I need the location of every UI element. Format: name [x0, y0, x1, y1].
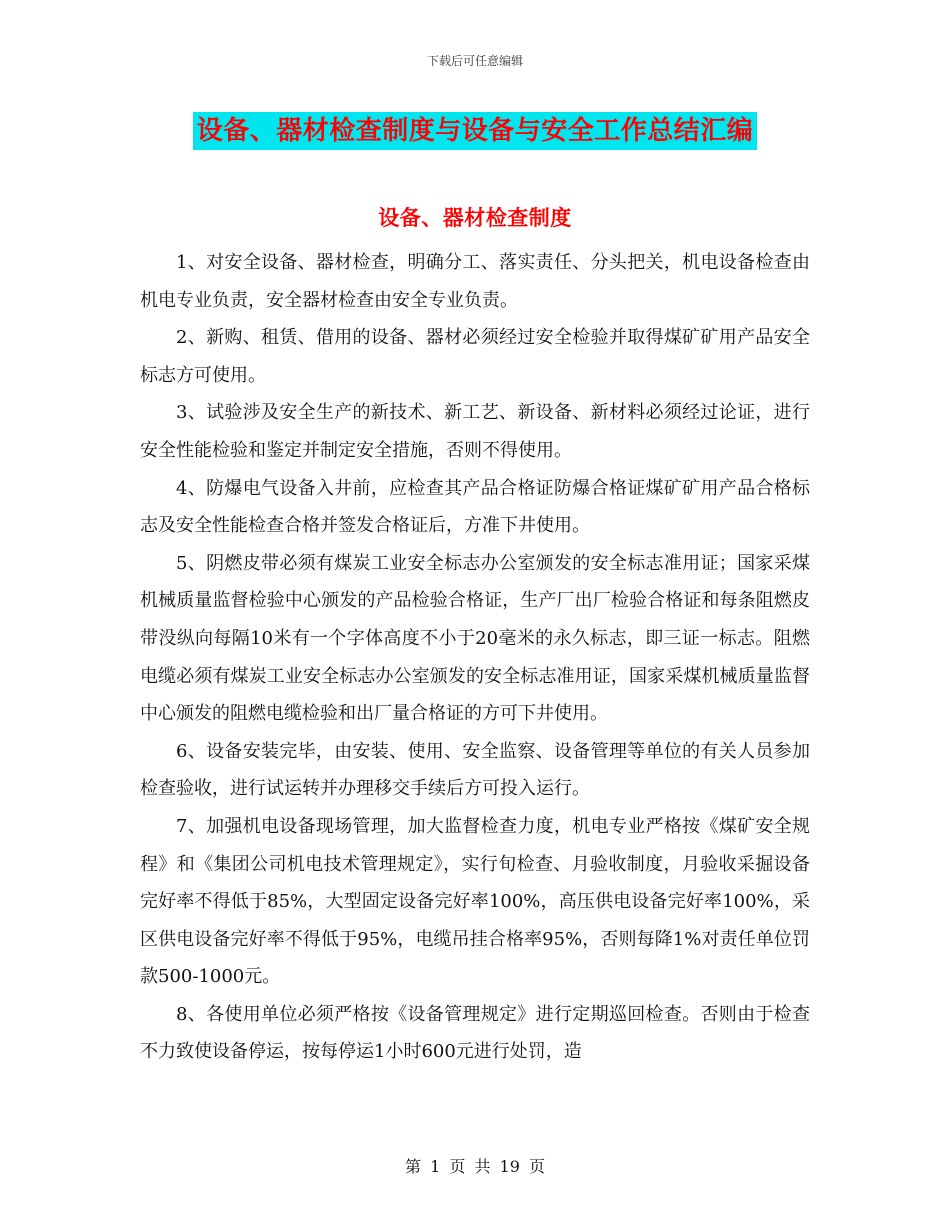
main-title: 设备、器材检查制度与设备与安全工作总结汇编 [193, 112, 758, 150]
paragraph-4: 4、防爆电气设备入井前，应检查其产品合格证防爆合格证煤矿矿用产品合格标志及安全性能检查合格并签发合格证后，方准下井使用。 [140, 477, 810, 537]
paragraph-2: 2、新购、租赁、借用的设备、器材必须经过安全检验并取得煤矿矿用产品安全标志方可使用。 [140, 327, 810, 386]
paragraph-8: 8、各使用单位必须严格按《设备管理规定》进行定期巡回检查。否则由于检查不力致使设备停运，按每停运1小时600元进行处罚，造 [140, 1003, 810, 1063]
main-title-container [0, 112, 950, 150]
header-note: 下载后可任意编辑 [426, 54, 523, 68]
paragraph-3: 3、试验涉及安全生产的新技术、新工艺、新设备、新材料必须经过论证，进行安全性能检验和鉴定并制定安全措施，否则不得使用。 [140, 402, 810, 461]
paragraph-7: 7、加强机电设备现场管理，加大监督检查力度，机电专业严格按《煤矿安全规程》和《集团公司机电技术管理规定》，实行旬检查、月验收制度，月验收采掘设备完好率不得低于85%，大型固定设备完好率100%，高压供电设备完好率100%，采区供电设备完好率不得低于95%，电缆吊挂合格率95%，否则每降1%对责任单位罚款500-1000元。 [140, 815, 810, 988]
paragraph-6: 6、设备安装完毕，由安装、使用、安全监察、设备管理等单位的有关人员参加检查验收，进行试运转并办理移交手续后方可投入运行。 [140, 740, 810, 800]
page-footer: 第 1 页 共 19 页 [405, 1157, 545, 1176]
section-title: 设备、器材检查制度 [378, 206, 572, 230]
paragraph-1: 1、对安全设备、器材检查，明确分工、落实责任、分头把关，机电设备检查由机电专业负责，安全器材检查由安全专业负责。 [140, 252, 810, 311]
body-text [140, 244, 810, 1071]
paragraph-5: 5、阴燃皮带必须有煤炭工业安全标志办公室颁发的安全标志准用证；国家采煤机械质量监督检验中心颁发的产品检验合格证，生产厂出厂检验合格证和每条阻燃皮带没纵向每隔10米有一个字体高度不小于20毫米的永久标志，即三证一标志。阻燃电缆必须有煤炭工业安全标志办公室颁发的安全标志准用证，国家采煤机械质量监督中心颁发的阻燃电缆检验和出厂量合格证的方可下井使用。 [140, 552, 810, 725]
